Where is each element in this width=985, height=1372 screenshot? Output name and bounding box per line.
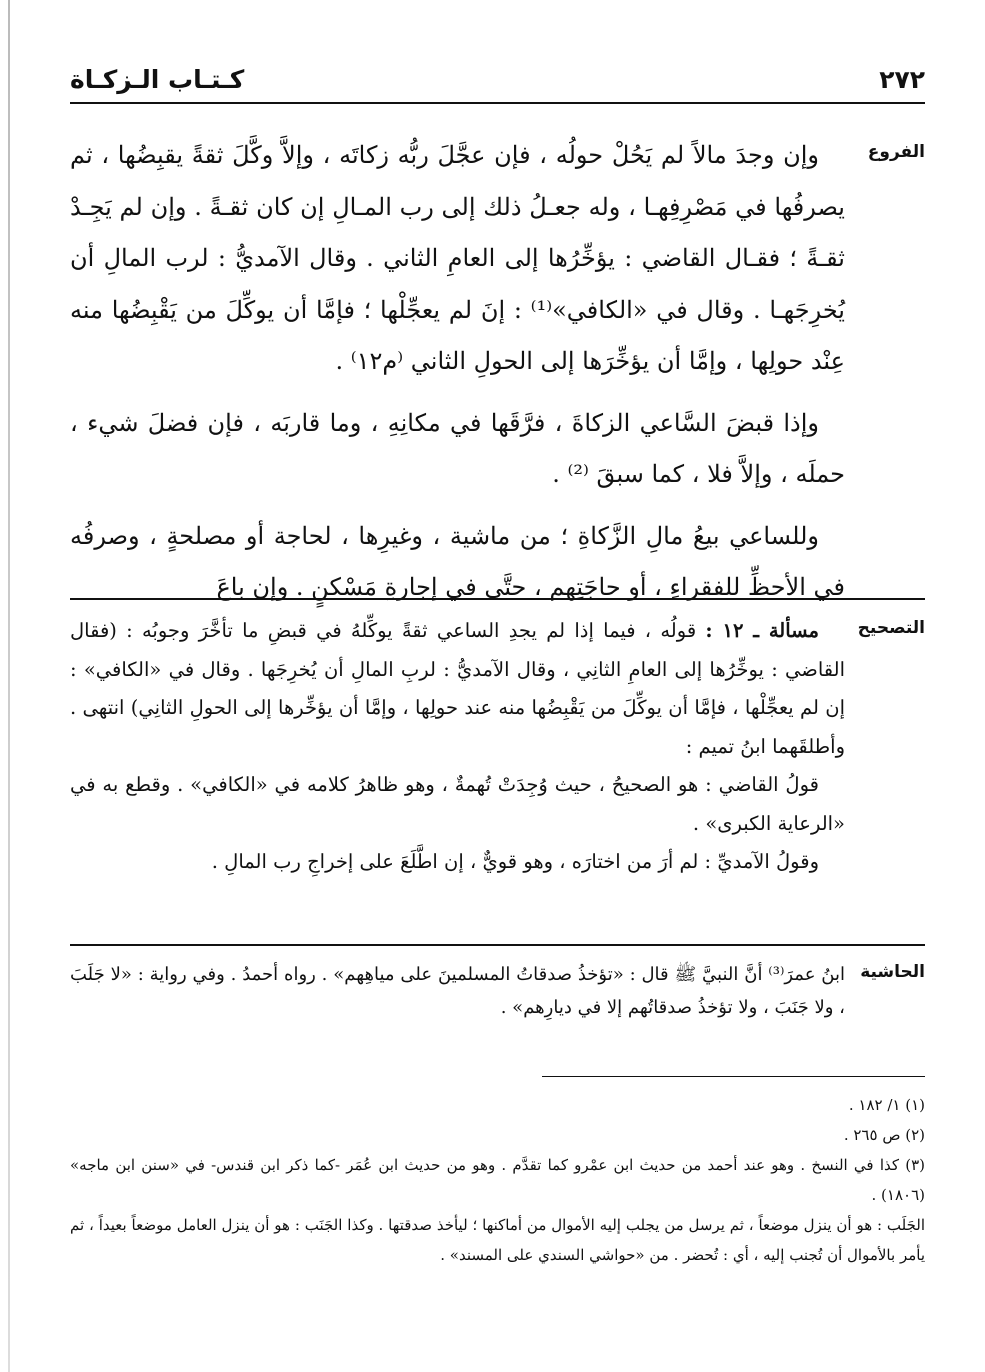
page-number: ٢٧٢ <box>879 64 925 94</box>
furu-body <box>70 130 845 624</box>
section-divider-2 <box>70 944 925 946</box>
running-title: كـتـاب الـزكـاة <box>70 64 245 94</box>
header-divider <box>70 102 925 104</box>
hashiya-section <box>70 958 925 1058</box>
scan-edge-shadow <box>8 0 10 1372</box>
furu-paragraph-3: وللساعي بيعُ مالِ الزَّكاةِ ؛ من ماشية ، وغيرِها ، لحاجة أو مصلحةٍ ، وصرفُه في الأحظِّ للفقراءِ ، أو حاجَتِهم ، حتَّى في إجارةِ مَسْكنٍ . وإن باعَ <box>70 521 845 601</box>
furu-paragraph-2: وإذا قبضَ السَّاعي الزكاةَ ، فرَّقَها في مكانِهِ ، وما قاربَه ، فإن فضلَ شيء ، حملَه ، وإلاَّ فلا ، كما سبقَ ⁽²⁾ . <box>70 408 845 488</box>
tashih-label: التصحيح <box>857 618 925 638</box>
page-header <box>70 60 925 98</box>
footnote-2: (٢) ص ٢٦٥ . <box>843 1126 925 1144</box>
tashih-section <box>70 612 925 937</box>
footnote-3: (٣) كذا في النسخ . وهو عند أحمد من حديث ابن عمْرو كما تقدَّم . وهو من حديث ابن عُمَر -كما ذكر ابن قندس- في «سنن ابن ماجه» (١٨٠٦) . <box>70 1156 925 1204</box>
furu-paragraph-1: وإن وجدَ مالاً لم يَحُلْ حولُه ، فإن عجَّلَ ربُّه زكاتَه ، وإلاَّ وكَّلَ ثقةً يقبِضُها ، ثم يصرفُها في مَصْرِفِهـا ، وله جعـلُ ذلك إلى رب المـالِ إن كان ثقـةً . وإن لم يَجِـدْ ثقـةً ؛ فقـال القاضي : يؤخِّرُها إلى العامِ الثاني . وقال الآمديُّ : لرب المالِ أن يُخرِجَهـا . وقال في «الكافي»⁽¹⁾ : إنَ لم يعجِّلْها ؛ فإمَّا أن يوكِّلَ من يَقْبِضُها منه عِنْد حولِها ، وإمَّا أن يؤخِّرَها إلى الحولِ الثاني ⁽م١٢⁾ . <box>70 141 845 375</box>
tashih-paragraph-1-text: قولُه ، فيما إذا لم يجدِ الساعي ثقةً يوكِّلهُ في قبضِ ما تأخَّرَ وجوبُه : (فقال القاضي : يوخِّرُها إلى العامِ الثانِي ، وقال الآمديُّ : لربِ المالِ أن يُخرِجَها . وقال في «الكافي» : إن لم يعجِّلْها ، فإمَّا أن يوكِّلَ من يَقْبِضُها منه عند حولِها ، وإمَّا أن يؤخِّرها إلى الحولِ الثانِي) انتهى . وأطلقَهما ابنُ تميم : <box>70 619 845 758</box>
hashiya-label: الحاشية <box>860 962 925 982</box>
hashiya-paragraph-1: ابنُ عمرَ⁽³⁾ أنَّ النبيَّ ﷺ قال : «تؤخذُ صدقاتُ المسلمينَ على مياهِهم» . رواه أحمدُ . وفي رواية : «لا جَلَبَ ، ولا جَنَبَ ، ولا تؤخذُ صدقاتُهم إلا في ديارِهم» . <box>70 964 846 1018</box>
tashih-paragraph-3: وقولُ الآمديِّ : لم أرَ من اختارَه ، وهو قويٌّ ، إن اطَّلَعَ على إخراجِ رب المالِ . <box>211 850 819 873</box>
furu-section <box>70 130 925 601</box>
footnotes <box>70 1090 925 1270</box>
tashih-paragraph-2: قولُ القاضي : هو الصحيحُ ، حيث وُجِدَتْ تُهمةٌ ، وهو ظاهرُ كلامه في «الكافي» . وقطع به في «الرعاية الكبرى» . <box>70 773 845 835</box>
footnote-divider <box>542 1076 925 1077</box>
masala-title: مسألة ـ ١٢ : <box>705 619 819 642</box>
footnote-1: (١) ١/ ١٨٢ . <box>848 1096 925 1114</box>
footnote-4: الجَلَب : هو أن ينزل موضعاً ، ثم يرسل من يجلب إليه الأموال من أماكنها ؛ ليأخذ صدقتها . وكذا الجَنَب : هو أن ينزل العامل موضعاً بعيداً ، ثم يأمر بالأموال أن تُجنب إليه ، أي : تُحضر . من «حواشي السندي على المسند» . <box>70 1216 925 1264</box>
tashih-paragraph-1 <box>70 612 845 766</box>
tashih-body <box>70 612 845 882</box>
furu-label: الفروع <box>867 142 925 162</box>
section-divider-1 <box>70 598 925 600</box>
hashiya-body <box>70 958 845 1024</box>
